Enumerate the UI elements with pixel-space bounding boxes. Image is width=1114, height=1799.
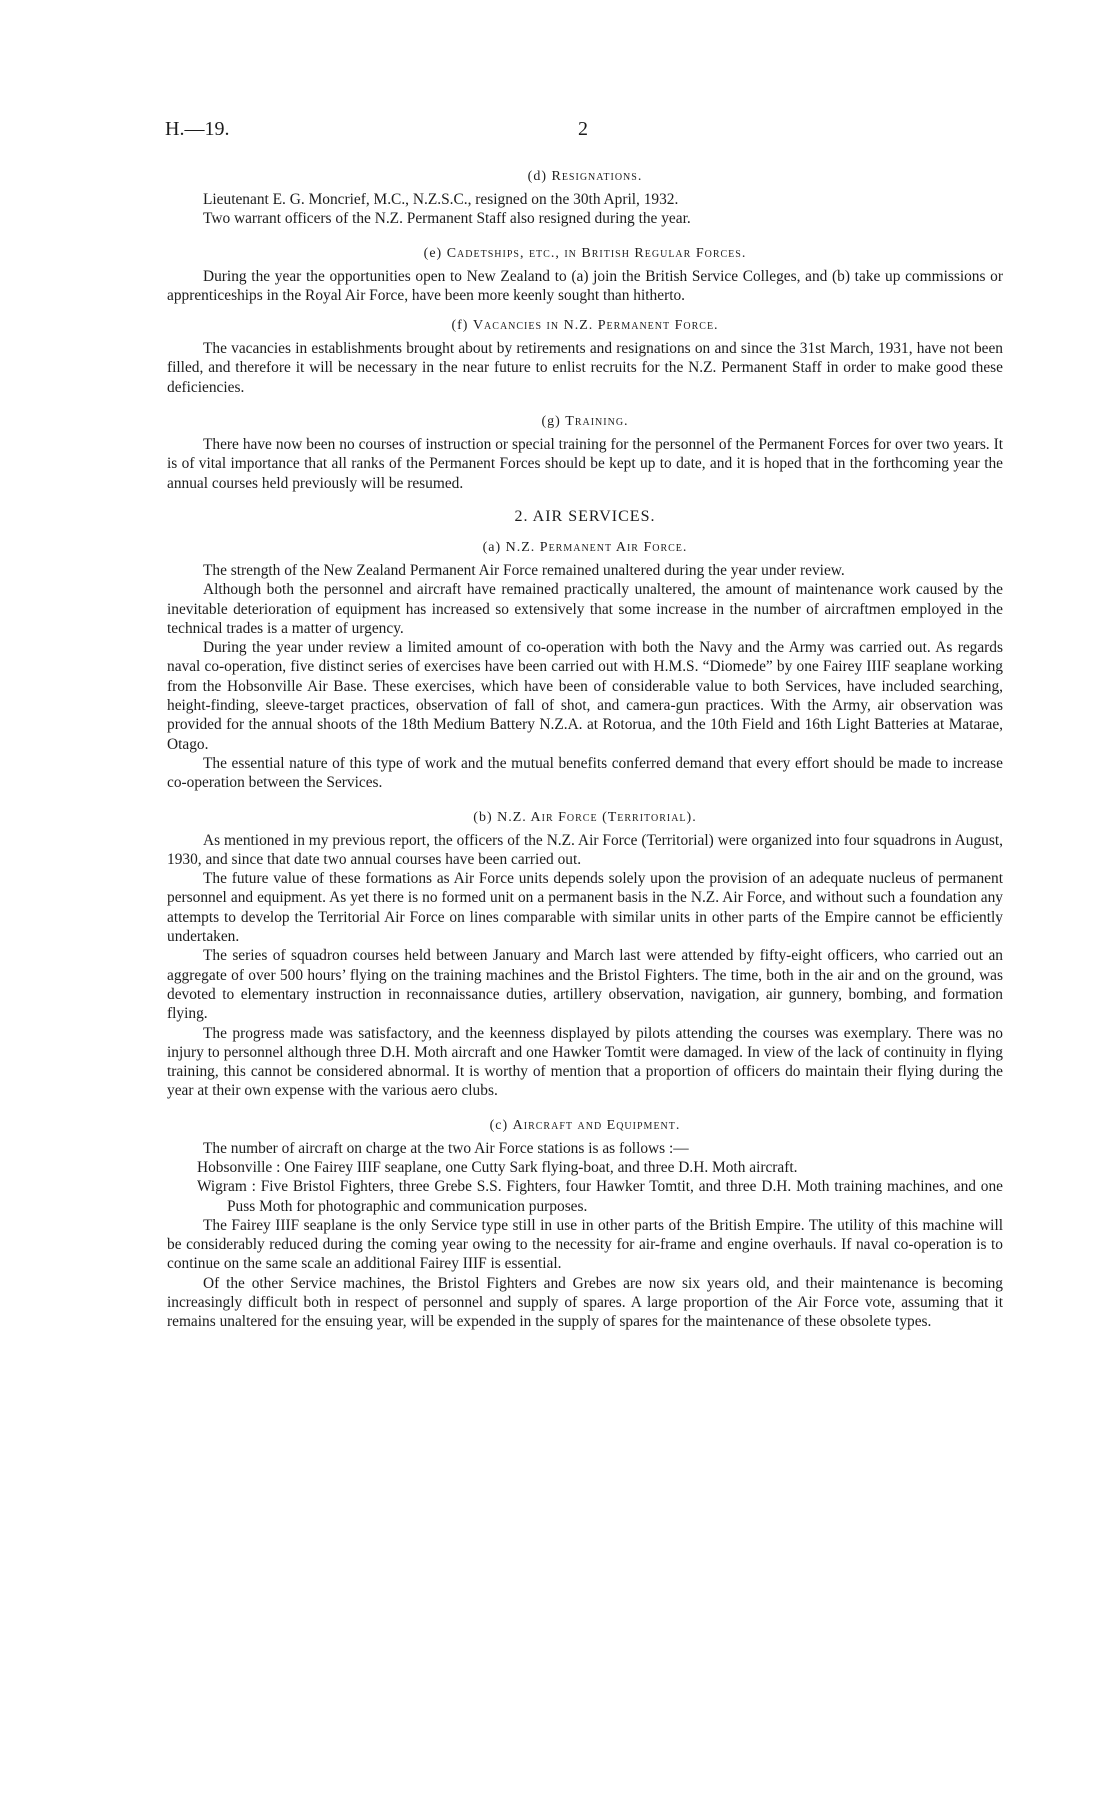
- heading-letter: (c): [489, 1117, 509, 1133]
- heading-letter: (e): [423, 245, 443, 261]
- heading-text: N.Z. Permanent Air Force.: [505, 539, 688, 555]
- paragraph: As mentioned in my previous report, the officers of the N.Z. Air Force (Territorial) were organized into four squadrons in August, 1930, and since that date two annual courses have been carried out.: [167, 831, 1003, 868]
- heading-letter: (d): [527, 169, 547, 184]
- cadetships-heading: [167, 245, 1003, 263]
- heading-letter: (g): [541, 414, 561, 430]
- paragraph: Of the other Service machines, the Bristol Fighters and Grebes are now six years old, and their maintenance is becoming increasingly difficult both in respect of personnel and supply of spares. A large proportion of the Air Force vote, assuming that it remains unaltered for the ensuing year, will be expended in the supply of spares for the maintenance of these obsolete types.: [167, 1274, 1003, 1331]
- heading-text: Resignations.: [551, 169, 643, 184]
- paragraph: During the year the opportunities open to New Zealand to (a) join the British Service Colleges, and (b) take up commissions or apprenticeships in the Royal Air Force, have been more keenly sought than hitherto.: [167, 267, 1003, 304]
- paragraph: There have now been no courses of instruction or special training for the personnel of the Permanent Forces for over two years. It is of vital importance that all ranks of the Permanent Forces should be kept up to date, and it is hoped that in the forthcoming year the annual courses held previously will be resumed.: [167, 436, 1003, 492]
- paragraph: The series of squadron courses held between January and March last were attended by fifty-eight officers, who carried out an aggregate of over 500 hours’ flying on the training machines and the Bristol Fighters. The time, both in the air and on the ground, was devoted to elementary instruction in reconnaissance duties, artillery observation, navigation, air gunnery, bombing, and formation flying.: [167, 947, 1003, 1023]
- resignations-heading: [167, 168, 1003, 186]
- heading-text: Vacancies in N.Z. Permanent Force.: [472, 318, 719, 334]
- heading-text: Training.: [565, 414, 629, 430]
- document-body: [167, 168, 1003, 1332]
- paragraph: The progress made was satisfactory, and the keenness displayed by pilots attending the courses was exemplary. There was no injury to personnel although three D.H. Moth aircraft and one Hawker Tomtit were damaged. In view of the lack of continuity in flying training, this cannot be considered abnormal. It is worthy of mention that a proportion of officers do maintain their flying during the year at their own expense with the various aero clubs.: [167, 1024, 1003, 1100]
- paragraph: During the year under review a limited amount of co-operation with both the Navy and the Army was carried out. As regards naval co-operation, five distinct series of exercises have been carried out with H.M.S. “Diomede” by one Fairey IIIF seaplane working from the Hobsonville Air Base. These exercises, which have been of considerable value to both Services, have included searching, height-finding, sleeve-target practices, observation of fall of shot, and camera-gun practices. With the Army, air observation was provided for the annual shoots of the 18th Medium Battery N.Z.A. at Rotorua, and the 10th Field and 16th Light Batteries at Matarae, Otago.: [167, 639, 1003, 753]
- heading-text: N.Z. Air Force (Territorial).: [497, 809, 697, 825]
- document-reference: H.—19.: [165, 118, 230, 140]
- page-number: 2: [578, 118, 588, 140]
- paragraph: Lieutenant E. G. Moncrief, M.C., N.Z.S.C., resigned on the 30th April, 1932.: [203, 191, 679, 208]
- heading-text: Cadetships, etc., in British Regular Forces.: [446, 245, 747, 261]
- paragraph: The vacancies in establishments brought about by retirements and resignations on and since the 31st March, 1931, have not been filled, and therefore it will be necessary in the near future to enlist recruits for the N.Z. Permanent Staff in order to make good these deficiencies.: [167, 340, 1003, 396]
- paragraph: The Fairey IIIF seaplane is the only Service type still in use in other parts of the British Empire. The utility of this machine will be considerably reduced during the coming year owing to the necessity for air-frame and engine overhauls. If naval co-operation is to continue on the same scale an additional Fairey IIIF is essential.: [167, 1216, 1003, 1273]
- page-header: [0, 118, 1114, 148]
- vacancies-heading: [167, 317, 1003, 335]
- paragraph: The number of aircraft on charge at the two Air Force stations is as follows :—: [203, 1139, 689, 1157]
- station-entry: Wigram : Five Bristol Fighters, three Grebe S.S. Fighters, four Hawker Tomtit, and three D.H. Moth training machines, and one Puss Moth for photographic and communication purposes.: [197, 1178, 1003, 1215]
- heading-letter: (a): [482, 539, 502, 555]
- permanent-air-force-heading: [167, 539, 1003, 557]
- station-entry: Hobsonville : One Fairey IIIF seaplane, one Cutty Sark flying-boat, and three D.H. Moth aircraft.: [197, 1158, 798, 1176]
- paragraph: Although both the personnel and aircraft have remained practically unaltered, the amount of maintenance work caused by the inevitable deterioration of equipment has increased so extensively that some increase in the number of aircraftmen employed in the technical trades is a matter of urgency.: [167, 581, 1003, 637]
- air-services-title: 2. AIR SERVICES.: [514, 507, 656, 525]
- heading-text: Aircraft and Equipment.: [512, 1117, 681, 1133]
- heading-letter: (b): [473, 809, 493, 825]
- paragraph: The essential nature of this type of work and the mutual benefits conferred demand that every effort should be made to increase co-operation between the Services.: [167, 754, 1003, 792]
- territorial-air-force-heading: [167, 809, 1003, 827]
- training-heading: [167, 413, 1003, 431]
- paragraph: The future value of these formations as Air Force units depends solely upon the provision of an adequate nucleus of permanent personnel and equipment. As yet there is no formed unit on a permanent basis in the N.Z. Air Force, and without such a foundation any attempts to develop the Territorial Air Force on lines comparable with similar units in other parts of the Empire cannot be efficiently undertaken.: [167, 870, 1003, 946]
- aircraft-equipment-heading: [167, 1117, 1003, 1135]
- paragraph: The strength of the New Zealand Permanent Air Force remained unaltered during the year under review.: [203, 561, 845, 579]
- heading-letter: (f): [451, 318, 469, 334]
- paragraph: Two warrant officers of the N.Z. Permanent Staff also resigned during the year.: [203, 210, 691, 228]
